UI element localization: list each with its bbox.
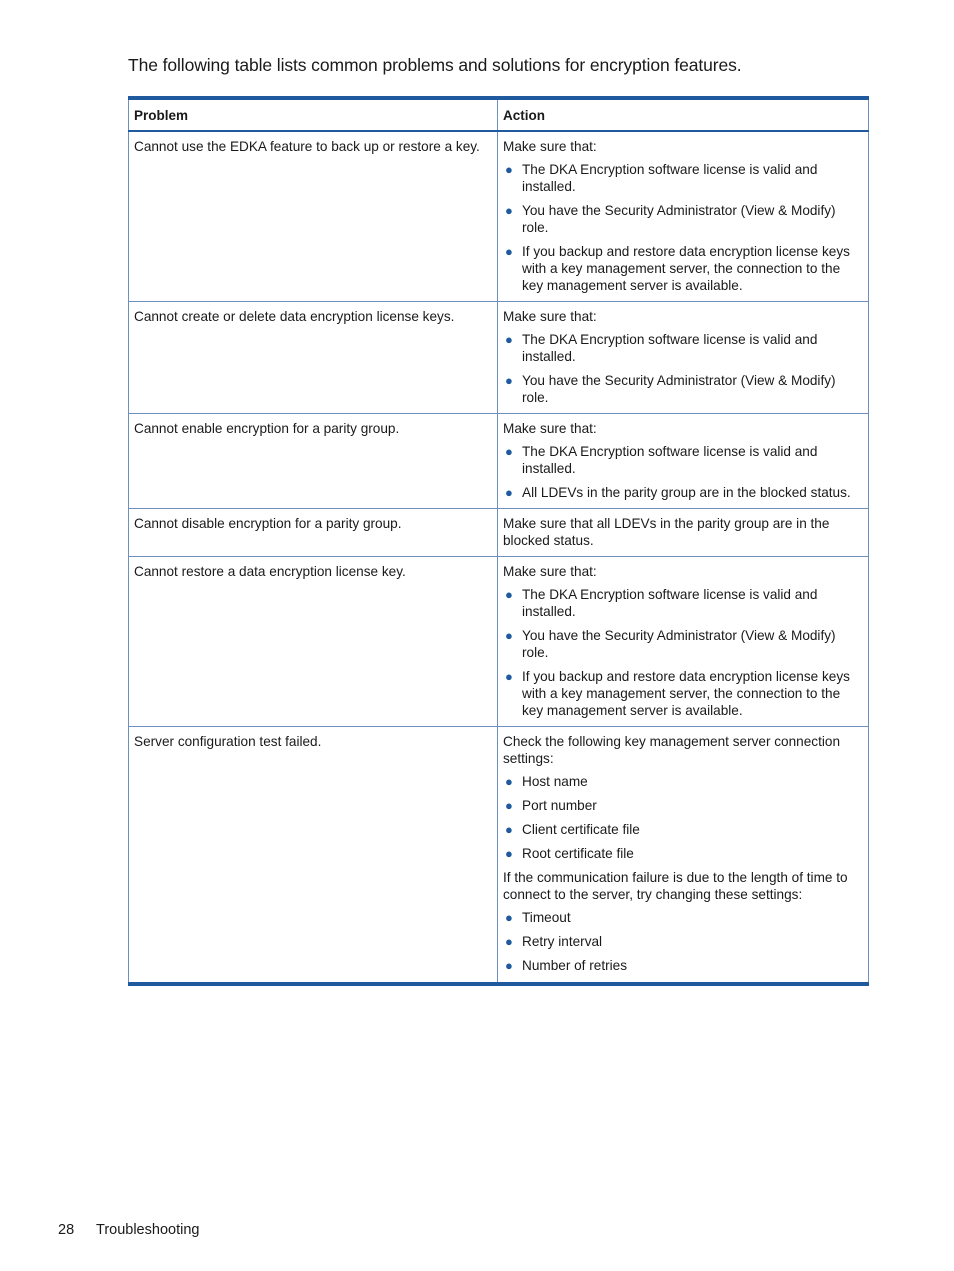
problem-cell: Cannot create or delete data encryption license keys. bbox=[129, 302, 498, 414]
intro-text: The following table lists common problems and solutions for encryption features. bbox=[128, 55, 742, 75]
action-bullet-list bbox=[503, 161, 863, 294]
list-item-text: You have the Security Administrator (View & Modify) role. bbox=[522, 373, 836, 405]
list-item bbox=[503, 243, 863, 294]
list-item-text: The DKA Encryption software license is valid and installed. bbox=[522, 587, 818, 619]
action-lead: Make sure that: bbox=[503, 139, 597, 154]
page-number: 28 bbox=[58, 1222, 75, 1238]
list-item bbox=[503, 797, 863, 814]
list-item-text: The DKA Encryption software license is valid and installed. bbox=[522, 332, 818, 364]
list-item-text: You have the Security Administrator (View & Modify) role. bbox=[522, 203, 836, 235]
bullet-icon: ● bbox=[505, 203, 513, 218]
list-item-text: Number of retries bbox=[522, 958, 628, 973]
list-item-text: The DKA Encryption software license is valid and installed. bbox=[522, 444, 818, 476]
action-lead: Make sure that all LDEVs in the parity group are in the blocked status. bbox=[503, 516, 830, 548]
list-item bbox=[503, 161, 863, 195]
action-cell bbox=[498, 557, 869, 727]
list-item-text: Retry interval bbox=[522, 934, 603, 949]
bullet-icon: ● bbox=[505, 822, 513, 837]
list-item bbox=[503, 845, 863, 862]
table-row bbox=[129, 414, 869, 509]
list-item-text: If you backup and restore data encryption license keys with a key management server, the connection to the key management server is available. bbox=[522, 244, 850, 293]
bullet-icon: ● bbox=[505, 774, 513, 789]
list-item bbox=[503, 331, 863, 365]
action-cell bbox=[498, 509, 869, 557]
list-item bbox=[503, 443, 863, 477]
list-item bbox=[503, 957, 863, 974]
bullet-icon: ● bbox=[505, 669, 513, 684]
table-row bbox=[129, 727, 869, 985]
bullet-icon: ● bbox=[505, 798, 513, 813]
list-item bbox=[503, 484, 863, 501]
list-item-text: Port number bbox=[522, 798, 597, 813]
bullet-icon: ● bbox=[505, 628, 513, 643]
bullet-icon: ● bbox=[505, 444, 513, 459]
action-paragraph: If the communication failure is due to the length of time to connect to the server, try changing these settings: bbox=[503, 870, 848, 902]
bullet-icon: ● bbox=[505, 958, 513, 973]
list-item bbox=[503, 668, 863, 719]
bullet-icon: ● bbox=[505, 162, 513, 177]
problem-cell: Cannot restore a data encryption license key. bbox=[129, 557, 498, 727]
bullet-icon: ● bbox=[505, 485, 513, 500]
action-bullet-list bbox=[503, 443, 863, 501]
problem-cell: Server configuration test failed. bbox=[129, 727, 498, 985]
table-row bbox=[129, 557, 869, 727]
action-bullet-list bbox=[503, 586, 863, 719]
action-lead: Check the following key management server connection settings: bbox=[503, 734, 841, 766]
action-cell bbox=[498, 414, 869, 509]
list-item-text: All LDEVs in the parity group are in the blocked status. bbox=[522, 485, 851, 500]
problem-cell: Cannot disable encryption for a parity group. bbox=[129, 509, 498, 557]
bullet-icon: ● bbox=[505, 373, 513, 388]
list-item-text: The DKA Encryption software license is valid and installed. bbox=[522, 162, 818, 194]
list-item bbox=[503, 773, 863, 790]
page-footer bbox=[58, 1222, 199, 1238]
action-lead: Make sure that: bbox=[503, 564, 597, 579]
list-item bbox=[503, 909, 863, 926]
header-problem: Problem bbox=[129, 98, 498, 131]
bullet-icon: ● bbox=[505, 587, 513, 602]
list-item-text: Timeout bbox=[522, 910, 571, 925]
action-cell bbox=[498, 131, 869, 302]
action-bullet-list bbox=[503, 773, 863, 862]
list-item bbox=[503, 821, 863, 838]
action-lead: Make sure that: bbox=[503, 421, 597, 436]
list-item bbox=[503, 372, 863, 406]
table-row bbox=[129, 509, 869, 557]
problem-cell: Cannot enable encryption for a parity group. bbox=[129, 414, 498, 509]
list-item bbox=[503, 202, 863, 236]
table-header-row bbox=[129, 98, 869, 131]
list-item bbox=[503, 627, 863, 661]
bullet-icon: ● bbox=[505, 910, 513, 925]
action-cell bbox=[498, 727, 869, 985]
bullet-icon: ● bbox=[505, 332, 513, 347]
action-bullet-list bbox=[503, 331, 863, 406]
bullet-icon: ● bbox=[505, 846, 513, 861]
action-bullet-list-2 bbox=[503, 909, 863, 974]
footer-section-title: Troubleshooting bbox=[96, 1222, 200, 1238]
list-item-text: Client certificate file bbox=[522, 822, 640, 837]
table-row bbox=[129, 302, 869, 414]
list-item-text: Host name bbox=[522, 774, 588, 789]
problem-cell: Cannot use the EDKA feature to back up or restore a key. bbox=[129, 131, 498, 302]
table-row bbox=[129, 131, 869, 302]
action-cell bbox=[498, 302, 869, 414]
list-item-text: If you backup and restore data encryption license keys with a key management server, the connection to the key management server is available. bbox=[522, 669, 850, 718]
list-item bbox=[503, 586, 863, 620]
problems-solutions-table bbox=[128, 96, 869, 986]
header-action: Action bbox=[498, 98, 869, 131]
list-item-text: You have the Security Administrator (View & Modify) role. bbox=[522, 628, 836, 660]
list-item bbox=[503, 933, 863, 950]
action-lead: Make sure that: bbox=[503, 309, 597, 324]
list-item-text: Root certificate file bbox=[522, 846, 634, 861]
bullet-icon: ● bbox=[505, 244, 513, 259]
bullet-icon: ● bbox=[505, 934, 513, 949]
